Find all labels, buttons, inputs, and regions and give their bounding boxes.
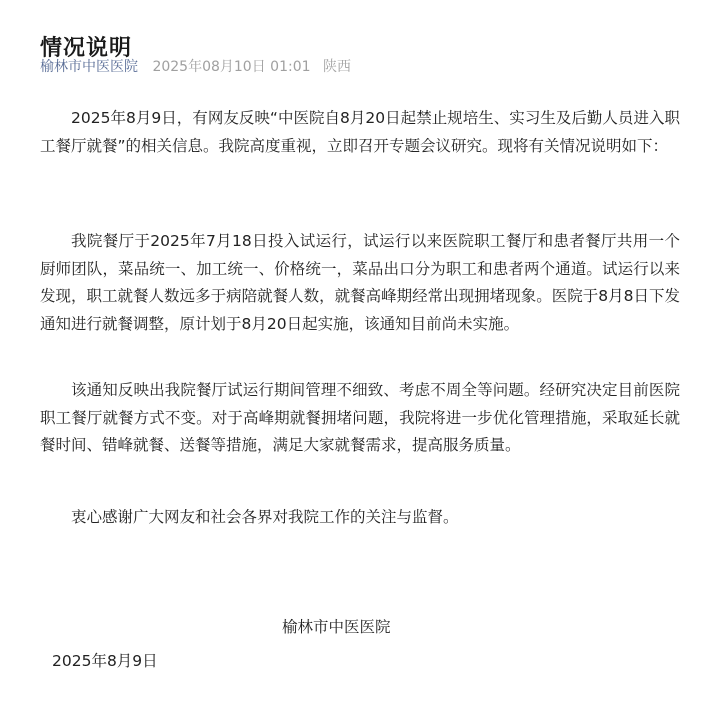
article-title: 情况说明 <box>40 35 133 61</box>
paragraph-decision: 该通知反映出我院餐厅试运行期间管理不细致、考虑不周全等问题。经研究决定目前医院职工餐厅就餐方式不变。对于高峰期就餐拥堵问题，我院将进一步优化管理措施，采取延长就餐时间、错峰就餐、送餐等措施，满足大家就餐需求，提高服务质量。 <box>40 381 680 454</box>
publish-time: 2025年08月10日 01:01 <box>152 59 311 75</box>
article-meta <box>40 56 351 76</box>
signature-date: 2025年8月9日 <box>52 652 158 670</box>
source-account-link[interactable]: 榆林市中医医院 <box>40 59 138 75</box>
publish-location: 陕西 <box>322 59 351 75</box>
paragraph-thanks: 衷心感谢广大网友和社会各界对我院工作的关注与监督。 <box>71 508 459 526</box>
paragraph-intro: 2025年8月9日，有网友反映“中医院自8月20日起禁止规培生、实习生及后勤人员进入职工餐厅就餐”的相关信息。我院高度重视，立即召开专题会议研究。现将有关情况说明如下： <box>40 109 680 155</box>
paragraph-background: 我院餐厅于2025年7月18日投入试运行，试运行以来医院职工餐厅和患者餐厅共用一个厨师团队，菜品统一、加工统一、价格统一，菜品出口分为职工和患者两个通道。试运行以来发现，职工就餐人数远多于病陪就餐人数，就餐高峰期经常出现拥堵现象。医院于8月8日下发通知进行就餐调整，原计划于8月20日起实施，该通知目前尚未实施。 <box>40 232 680 333</box>
signature-organization: 榆林市中医医院 <box>282 618 391 636</box>
